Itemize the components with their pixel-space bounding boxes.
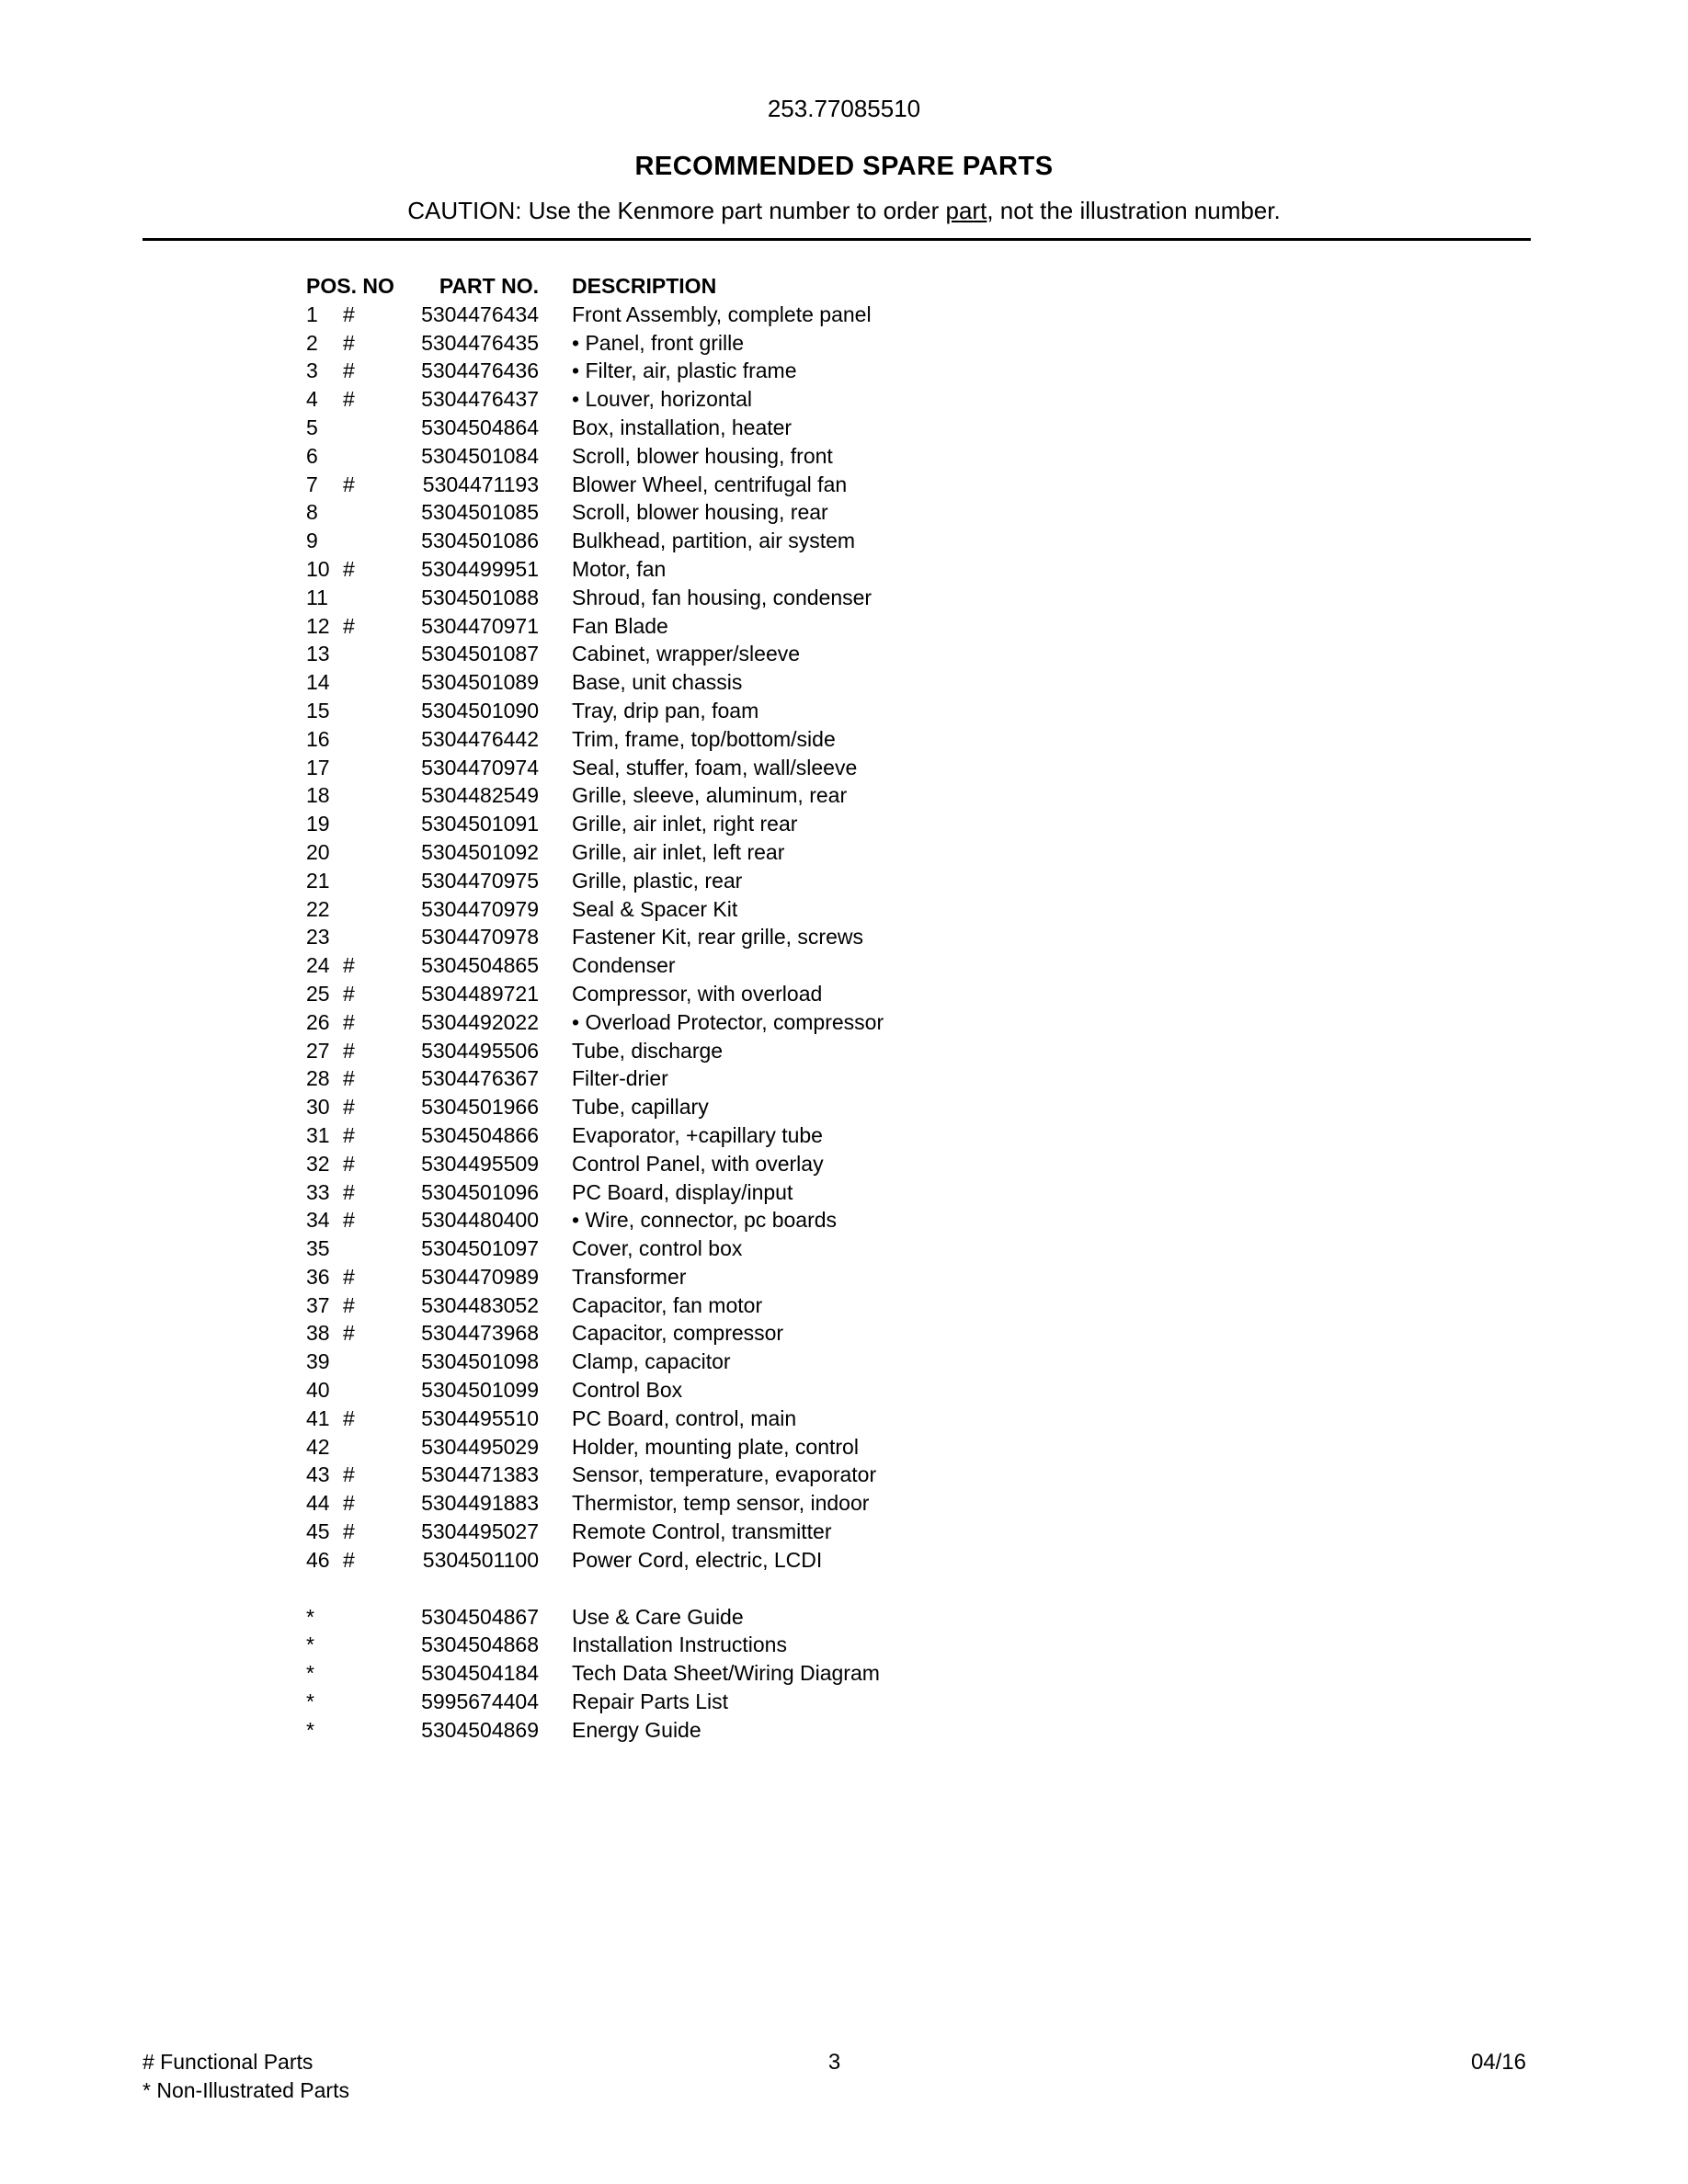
table-row xyxy=(306,725,1688,754)
part-description: Capacitor, compressor xyxy=(572,1321,784,1346)
pos-number: * xyxy=(306,1604,314,1629)
pos-number: 35 xyxy=(306,1236,330,1261)
pos-cell xyxy=(306,1631,421,1659)
table-row xyxy=(306,357,1688,385)
pos-number: * xyxy=(306,1632,314,1657)
part-description: Filter-drier xyxy=(572,1066,668,1091)
pos-cell xyxy=(306,668,421,697)
part-description: PC Board, control, main xyxy=(572,1405,797,1430)
part-number: 5304476435 xyxy=(421,330,539,355)
pos-number: 11 xyxy=(306,585,328,609)
pos-number: 7 xyxy=(306,472,318,496)
pos-number: 1 xyxy=(306,301,318,326)
pos-cell xyxy=(306,810,421,838)
horizontal-rule xyxy=(143,238,1531,241)
pos-flag: # xyxy=(343,1208,355,1233)
table-row xyxy=(306,1064,1688,1093)
part-number: 5304501091 xyxy=(421,812,539,836)
pos-flag: # xyxy=(343,1491,355,1516)
pos-number: * xyxy=(306,1689,314,1714)
table-row xyxy=(306,1121,1688,1150)
part-description: Trim, frame, top/bottom/side xyxy=(572,726,836,751)
pos-cell xyxy=(306,612,421,641)
pos-number: 15 xyxy=(306,698,330,722)
part-number: 5304476434 xyxy=(421,301,539,326)
part-number: 5304476437 xyxy=(421,387,539,412)
pos-flag: # xyxy=(343,1519,355,1544)
caution-underlined-word: part xyxy=(945,197,987,224)
table-row xyxy=(306,555,1688,584)
pos-cell xyxy=(306,1405,421,1433)
pos-flag: # xyxy=(343,358,355,383)
table-row xyxy=(306,1178,1688,1207)
table-row xyxy=(306,442,1688,471)
part-description: Scroll, blower housing, rear xyxy=(572,500,828,525)
pos-cell xyxy=(306,1178,421,1207)
pos-cell xyxy=(306,1688,421,1716)
part-number: 5304504864 xyxy=(421,415,539,439)
table-row xyxy=(306,612,1688,641)
part-description: • Overload Protector, compressor xyxy=(572,1009,884,1034)
part-number: 5304482549 xyxy=(421,783,539,808)
table-row xyxy=(306,1489,1688,1518)
pos-flag: # xyxy=(343,981,355,1006)
part-number: 5304501087 xyxy=(421,642,539,666)
pos-cell xyxy=(306,1093,421,1121)
part-number: 5304471193 xyxy=(422,472,539,496)
pos-number: 41 xyxy=(306,1405,330,1430)
part-description: Evaporator, +capillary tube xyxy=(572,1122,823,1147)
part-description: Installation Instructions xyxy=(572,1632,787,1657)
pos-number: 16 xyxy=(306,726,330,751)
table-row xyxy=(306,754,1688,782)
pos-flag: # xyxy=(343,613,355,638)
pos-cell xyxy=(306,923,421,951)
pos-number: 40 xyxy=(306,1378,330,1403)
part-description: • Filter, air, plastic frame xyxy=(572,358,797,383)
table-row xyxy=(306,1206,1688,1234)
pos-number: 25 xyxy=(306,981,330,1006)
table-row xyxy=(306,1291,1688,1320)
pos-flag: # xyxy=(343,1179,355,1204)
part-description: Grille, air inlet, left rear xyxy=(572,839,785,864)
pos-cell xyxy=(306,895,421,924)
part-number: 5304501092 xyxy=(421,839,539,864)
part-description: Base, unit chassis xyxy=(572,670,743,695)
part-number: 5304504867 xyxy=(421,1604,539,1629)
part-description: PC Board, display/input xyxy=(572,1179,793,1204)
parts-table xyxy=(306,272,1688,1745)
pos-number: * xyxy=(306,1717,314,1742)
pos-flag: # xyxy=(343,1292,355,1317)
part-description: Grille, plastic, rear xyxy=(572,868,743,893)
page-title: RECOMMENDED SPARE PARTS xyxy=(634,152,1054,181)
part-number: 5304476436 xyxy=(421,358,539,383)
pos-number: 39 xyxy=(306,1349,330,1374)
pos-flag: # xyxy=(343,1151,355,1176)
part-description: • Louver, horizontal xyxy=(572,387,753,412)
pos-cell xyxy=(306,1121,421,1150)
pos-number: 42 xyxy=(306,1434,330,1459)
pos-flag: # xyxy=(343,556,355,581)
pos-flag: # xyxy=(343,1405,355,1430)
part-number: 5304501086 xyxy=(421,529,539,553)
pos-number: 19 xyxy=(306,812,330,836)
pos-cell xyxy=(306,414,421,442)
part-description: Box, installation, heater xyxy=(572,415,793,439)
part-description: Power Cord, electric, LCDI xyxy=(572,1547,823,1572)
pos-flag: # xyxy=(343,1547,355,1572)
pos-cell xyxy=(306,697,421,725)
pos-number: 6 xyxy=(306,443,318,468)
table-row xyxy=(306,1433,1688,1462)
pos-cell xyxy=(306,1489,421,1518)
table-row xyxy=(306,329,1688,358)
part-number: 5304501085 xyxy=(421,500,539,525)
non-illustrated-rows xyxy=(306,1603,1688,1745)
pos-cell xyxy=(306,1319,421,1348)
pos-number: 24 xyxy=(306,953,330,978)
pos-number: 3 xyxy=(306,358,318,383)
pos-number: 21 xyxy=(306,868,330,893)
table-row xyxy=(306,414,1688,442)
part-description: Front Assembly, complete panel xyxy=(572,301,872,326)
part-description: Clamp, capacitor xyxy=(572,1349,731,1374)
part-number: 5304470978 xyxy=(421,925,539,950)
pos-flag: # xyxy=(343,1038,355,1063)
part-number: 5304495029 xyxy=(421,1434,539,1459)
pos-cell xyxy=(306,1008,421,1037)
pos-cell xyxy=(306,1603,421,1632)
pos-cell xyxy=(306,471,421,499)
pos-number: 38 xyxy=(306,1321,330,1346)
pos-number: 4 xyxy=(306,387,318,412)
pos-number: 27 xyxy=(306,1038,330,1063)
table-row xyxy=(306,385,1688,414)
part-number: 5304470979 xyxy=(421,896,539,921)
pos-cell xyxy=(306,555,421,584)
pos-cell xyxy=(306,781,421,810)
pos-cell xyxy=(306,951,421,980)
header-part-no: PART NO. xyxy=(439,274,539,298)
table-row xyxy=(306,1008,1688,1037)
table-row xyxy=(306,668,1688,697)
part-description: Condenser xyxy=(572,953,676,978)
part-description: Bulkhead, partition, air system xyxy=(572,529,856,553)
pos-flag: # xyxy=(343,1264,355,1289)
parts-rows xyxy=(306,301,1688,1575)
table-row xyxy=(306,1518,1688,1546)
table-row xyxy=(306,1546,1688,1575)
part-number: 5304504869 xyxy=(421,1717,539,1742)
pos-cell xyxy=(306,442,421,471)
pos-cell xyxy=(306,584,421,612)
pos-number: 5 xyxy=(306,415,318,439)
part-number: 5304495510 xyxy=(421,1405,539,1430)
part-number: 5304495027 xyxy=(421,1519,539,1544)
table-row xyxy=(306,1319,1688,1348)
pos-number: 13 xyxy=(306,642,330,666)
table-row xyxy=(306,810,1688,838)
footer-functional-parts-note: # Functional Parts xyxy=(143,2050,314,2074)
part-description: Tray, drip pan, foam xyxy=(572,698,759,722)
caution-note xyxy=(0,197,1688,225)
pos-cell xyxy=(306,1206,421,1234)
part-number: 5304471383 xyxy=(421,1462,539,1487)
page-number: 3 xyxy=(827,2050,841,2075)
pos-number: 36 xyxy=(306,1264,330,1289)
pos-cell xyxy=(306,1433,421,1462)
part-number: 5304476442 xyxy=(421,726,539,751)
table-row xyxy=(306,697,1688,725)
table-row xyxy=(306,1405,1688,1433)
table-row xyxy=(306,584,1688,612)
pos-cell xyxy=(306,329,421,358)
table-row xyxy=(306,471,1688,499)
part-description: Compressor, with overload xyxy=(572,981,823,1006)
pos-number: 9 xyxy=(306,529,318,553)
pos-flag: # xyxy=(343,387,355,412)
part-number: 5304501089 xyxy=(421,670,539,695)
table-row xyxy=(306,781,1688,810)
pos-flag: # xyxy=(343,1009,355,1034)
part-number: 5304504868 xyxy=(421,1632,539,1657)
pos-cell xyxy=(306,1659,421,1688)
pos-cell xyxy=(306,980,421,1008)
table-row xyxy=(306,1659,1688,1688)
part-description: Control Box xyxy=(572,1378,683,1403)
pos-number: 31 xyxy=(306,1122,330,1147)
part-description: • Wire, connector, pc boards xyxy=(572,1208,838,1233)
pos-cell xyxy=(306,1150,421,1178)
table-row xyxy=(306,1461,1688,1489)
pos-cell xyxy=(306,357,421,385)
part-number: 5304501966 xyxy=(421,1095,539,1120)
part-description: Sensor, temperature, evaporator xyxy=(572,1462,877,1487)
part-number: 5304501088 xyxy=(421,585,539,609)
table-row xyxy=(306,1093,1688,1121)
part-number: 5304504184 xyxy=(421,1661,539,1686)
document-number: 253.77085510 xyxy=(767,95,921,122)
pos-flag: # xyxy=(343,1095,355,1120)
pos-number: 10 xyxy=(306,556,330,581)
pos-flag: # xyxy=(343,472,355,496)
part-description: Blower Wheel, centrifugal fan xyxy=(572,472,848,496)
table-row xyxy=(306,1603,1688,1632)
revision-date: 04/16 xyxy=(1470,2050,1526,2075)
pos-number: 34 xyxy=(306,1208,330,1233)
pos-cell xyxy=(306,498,421,527)
pos-cell xyxy=(306,301,421,329)
part-description: Repair Parts List xyxy=(572,1689,729,1714)
table-header-row xyxy=(306,272,1688,301)
pos-number: 2 xyxy=(306,330,318,355)
part-description: Tube, capillary xyxy=(572,1095,709,1120)
part-number: 5304501100 xyxy=(422,1547,539,1572)
pos-number: 8 xyxy=(306,500,318,525)
pos-number: 14 xyxy=(306,670,330,695)
footer-legend xyxy=(143,2048,828,2105)
part-number: 5304470971 xyxy=(421,613,539,638)
part-number: 5995674404 xyxy=(421,1689,539,1714)
table-row xyxy=(306,951,1688,980)
part-number: 5304480400 xyxy=(421,1208,539,1233)
table-row xyxy=(306,1631,1688,1659)
pos-cell xyxy=(306,1037,421,1065)
table-row xyxy=(306,895,1688,924)
pos-flag: # xyxy=(343,301,355,326)
pos-number: 44 xyxy=(306,1491,330,1516)
part-description: Holder, mounting plate, control xyxy=(572,1434,859,1459)
pos-cell xyxy=(306,1064,421,1093)
part-description: Capacitor, fan motor xyxy=(572,1292,763,1317)
table-row xyxy=(306,527,1688,555)
part-description: Energy Guide xyxy=(572,1717,701,1742)
table-row xyxy=(306,1234,1688,1263)
part-description: Scroll, blower housing, front xyxy=(572,443,833,468)
part-number: 5304504866 xyxy=(421,1122,539,1147)
part-description: Seal, stuffer, foam, wall/sleeve xyxy=(572,755,858,779)
pos-number: 20 xyxy=(306,839,330,864)
part-description: Shroud, fan housing, condenser xyxy=(572,585,873,609)
table-row xyxy=(306,1263,1688,1291)
part-number: 5304470975 xyxy=(421,868,539,893)
table-row xyxy=(306,301,1688,329)
pos-number: 37 xyxy=(306,1292,330,1317)
footer-non-illustrated-parts-note: * Non-Illustrated Parts xyxy=(143,2078,349,2102)
pos-number: 23 xyxy=(306,925,330,950)
part-number: 5304499951 xyxy=(421,556,539,581)
pos-number: * xyxy=(306,1661,314,1686)
pos-cell xyxy=(306,640,421,668)
pos-cell xyxy=(306,527,421,555)
part-number: 5304489721 xyxy=(421,981,539,1006)
part-description: Cover, control box xyxy=(572,1236,743,1261)
part-number: 5304476367 xyxy=(421,1066,539,1091)
table-row xyxy=(306,1348,1688,1376)
table-row xyxy=(306,838,1688,867)
pos-number: 12 xyxy=(306,613,330,638)
pos-cell xyxy=(306,1546,421,1575)
pos-number: 28 xyxy=(306,1066,330,1091)
caution-text-prefix: CAUTION: Use the Kenmore part number to order xyxy=(407,197,946,224)
pos-flag: # xyxy=(343,1462,355,1487)
pos-cell xyxy=(306,1376,421,1405)
pos-flag: # xyxy=(343,1066,355,1091)
pos-cell xyxy=(306,385,421,414)
pos-number: 17 xyxy=(306,755,330,779)
table-row xyxy=(306,640,1688,668)
part-number: 5304495509 xyxy=(421,1151,539,1176)
table-row xyxy=(306,980,1688,1008)
table-row xyxy=(306,1150,1688,1178)
table-row xyxy=(306,498,1688,527)
table-row xyxy=(306,1688,1688,1716)
pos-number: 30 xyxy=(306,1095,330,1120)
header-description: DESCRIPTION xyxy=(572,274,717,298)
part-number: 5304473968 xyxy=(421,1321,539,1346)
part-description: • Panel, front grille xyxy=(572,330,745,355)
pos-number: 33 xyxy=(306,1179,330,1204)
table-row xyxy=(306,1376,1688,1405)
pos-number: 22 xyxy=(306,896,330,921)
part-number: 5304501098 xyxy=(421,1349,539,1374)
part-description: Use & Care Guide xyxy=(572,1604,744,1629)
part-number: 5304501084 xyxy=(421,443,539,468)
part-description: Remote Control, transmitter xyxy=(572,1519,832,1544)
pos-cell xyxy=(306,1291,421,1320)
pos-number: 18 xyxy=(306,783,330,808)
part-description: Fastener Kit, rear grille, screws xyxy=(572,925,863,950)
part-description: Thermistor, temp sensor, indoor xyxy=(572,1491,870,1516)
part-number: 5304501090 xyxy=(421,698,539,722)
pos-number: 45 xyxy=(306,1519,330,1544)
part-number: 5304501096 xyxy=(421,1179,539,1204)
pos-cell xyxy=(306,1518,421,1546)
caution-text-suffix: , not the illustration number. xyxy=(987,197,1281,224)
part-description: Tech Data Sheet/Wiring Diagram xyxy=(572,1661,880,1686)
pos-cell xyxy=(306,838,421,867)
part-number: 5304470974 xyxy=(421,755,539,779)
header-pos-no: POS. NO xyxy=(306,274,394,298)
part-number: 5304504865 xyxy=(421,953,539,978)
pos-number: 43 xyxy=(306,1462,330,1487)
part-number: 5304470989 xyxy=(421,1264,539,1289)
table-row xyxy=(306,1716,1688,1745)
pos-number: 26 xyxy=(306,1009,330,1034)
pos-number: 32 xyxy=(306,1151,330,1176)
pos-flag: # xyxy=(343,330,355,355)
pos-cell xyxy=(306,867,421,895)
pos-flag: # xyxy=(343,1321,355,1346)
pos-cell xyxy=(306,1461,421,1489)
pos-cell xyxy=(306,1716,421,1745)
part-number: 5304491883 xyxy=(421,1491,539,1516)
pos-number: 46 xyxy=(306,1547,330,1572)
table-row xyxy=(306,923,1688,951)
page-footer xyxy=(143,2048,1526,2105)
pos-flag: # xyxy=(343,953,355,978)
part-number: 5304495506 xyxy=(421,1038,539,1063)
part-description: Tube, discharge xyxy=(572,1038,724,1063)
part-description: Control Panel, with overlay xyxy=(572,1151,824,1176)
part-description: Fan Blade xyxy=(572,613,668,638)
part-number: 5304501097 xyxy=(421,1236,539,1261)
pos-cell xyxy=(306,1263,421,1291)
pos-flag: # xyxy=(343,1122,355,1147)
pos-cell xyxy=(306,754,421,782)
table-row xyxy=(306,867,1688,895)
part-description: Grille, air inlet, right rear xyxy=(572,812,798,836)
part-description: Cabinet, wrapper/sleeve xyxy=(572,642,801,666)
pos-cell xyxy=(306,1234,421,1263)
pos-cell xyxy=(306,725,421,754)
table-row xyxy=(306,1037,1688,1065)
part-number: 5304492022 xyxy=(421,1009,539,1034)
pos-cell xyxy=(306,1348,421,1376)
part-number: 5304501099 xyxy=(421,1378,539,1403)
part-description: Grille, sleeve, aluminum, rear xyxy=(572,783,848,808)
part-description: Motor, fan xyxy=(572,556,667,581)
part-number: 5304483052 xyxy=(421,1292,539,1317)
part-description: Transformer xyxy=(572,1264,687,1289)
part-description: Seal & Spacer Kit xyxy=(572,896,738,921)
